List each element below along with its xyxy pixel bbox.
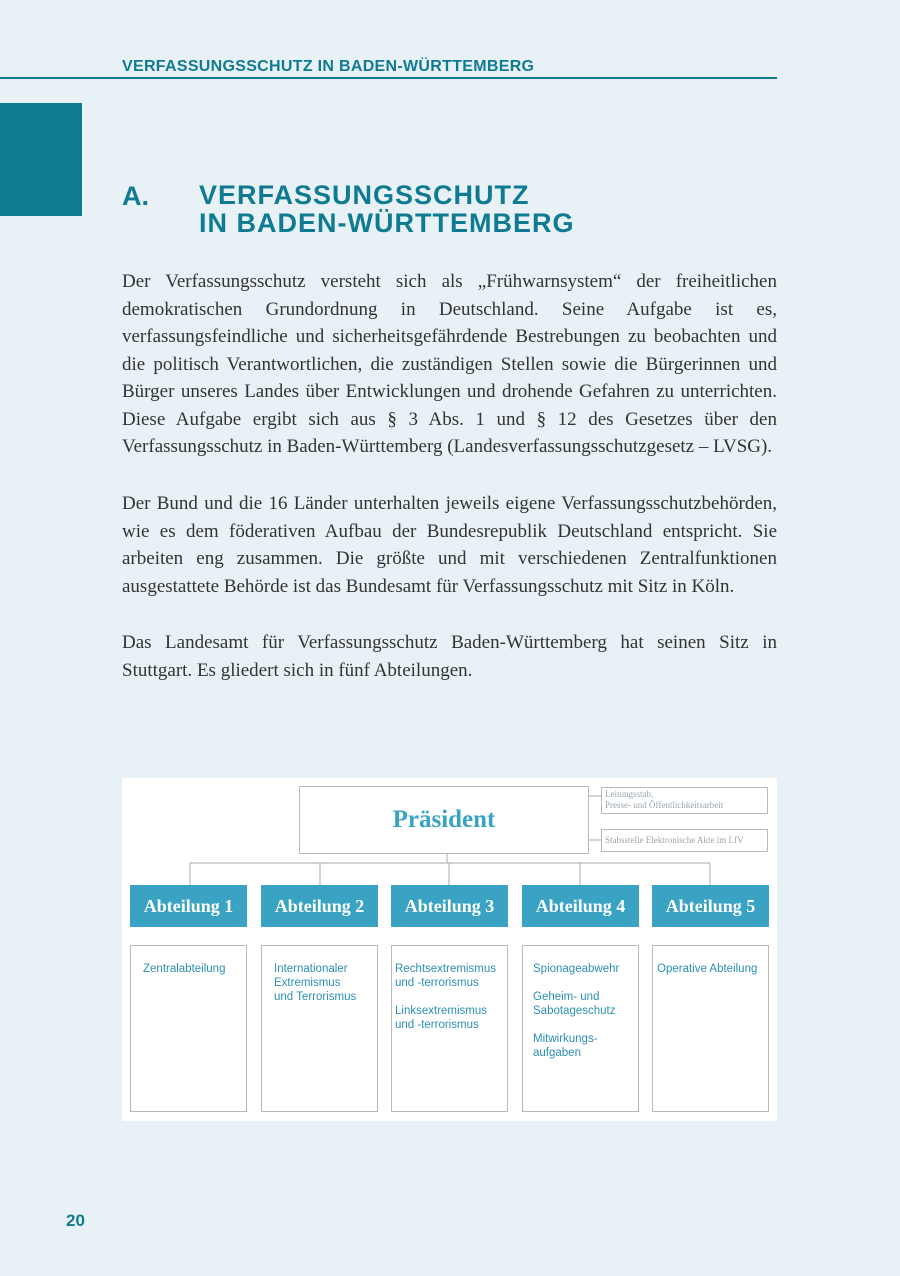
dept-3-spacer xyxy=(395,990,505,1004)
side-box-1-line-1: Leitungsstab, xyxy=(605,789,654,799)
paragraph-1: Der Verfassungsschutz versteht sich als „Frühwarnsystem“ der freiheitlichen demokratischen Grundordnung in Deutschland. Seine Aufgabe ist es, verfassungsfeindliche und sicherheitsgefährdende Bestrebungen zu beobachten und die politisch Verantwortlichen, die zuständigen Stellen sowie die Bürgerinnen und Bürger unseres Landes über Entwicklungen und drohende Gefahren zu unterrichten. Diese Aufgabe ergibt sich aus § 3 Abs. 1 und § 12 des Gesetzes über den Verfassungsschutz in Baden-Württemberg (Landesverfassungsschutzgesetz – LVSG). xyxy=(122,271,777,457)
department-3-header: Abteilung 3 xyxy=(391,885,508,927)
side-box-2-line-1: Stabsstelle Elektronische Akte im LfV xyxy=(605,835,744,845)
header-rule xyxy=(0,77,777,79)
dept-4-task: Spionageabwehr xyxy=(533,963,620,975)
chapter-title-line-1: VERFASSUNGSSCHUTZ xyxy=(199,180,530,210)
dept-2-task: Extremismus xyxy=(274,977,341,989)
department-1-tasks xyxy=(130,945,247,1112)
page-number: 20 xyxy=(66,1211,85,1230)
side-box-elektronische-akte xyxy=(601,829,768,852)
dept-4-task: aufgaben xyxy=(533,1047,581,1059)
dept-4-spacer xyxy=(533,1018,636,1032)
chapter-side-block xyxy=(0,103,82,216)
dept-4-spacer xyxy=(533,976,636,990)
department-5-tasks xyxy=(652,945,769,1112)
department-5-header: Abteilung 5 xyxy=(652,885,769,927)
dept-5-task: Operative Abteilung xyxy=(657,963,758,975)
chapter-title-line-2: IN BADEN-WÜRTTEMBERG xyxy=(199,208,575,238)
dept-4-task: Sabotageschutz xyxy=(533,1005,616,1017)
dept-2-task: Internationaler xyxy=(274,963,348,975)
side-box-1-line-2: Presse- und Öffentlichkeitsarbeit xyxy=(605,800,724,810)
chapter-letter: A. xyxy=(122,181,149,211)
department-2-header: Abteilung 2 xyxy=(261,885,378,927)
dept-3-task: Rechtsextremismus xyxy=(395,963,496,975)
dept-2-task: und Terrorismus xyxy=(274,991,357,1003)
dept-3-task: Linksextremismus xyxy=(395,1005,488,1017)
side-box-leitungsstab xyxy=(601,787,768,814)
dept-1-task: Zentralabteilung xyxy=(143,963,226,975)
department-1-header: Abteilung 1 xyxy=(130,885,247,927)
dept-4-task: Geheim- und xyxy=(533,991,600,1003)
running-header: VERFASSUNGSSCHUTZ IN BADEN-WÜRTTEMBERG xyxy=(122,58,535,75)
dept-4-task: Mitwirkungs- xyxy=(533,1033,598,1045)
department-2-tasks xyxy=(261,945,378,1112)
dept-3-task: und -terrorismus xyxy=(395,977,479,989)
department-4-header: Abteilung 4 xyxy=(522,885,639,927)
department-3-tasks xyxy=(391,945,508,1112)
department-4-tasks xyxy=(522,945,639,1112)
org-chart xyxy=(122,778,777,1121)
paragraph-3: Das Landesamt für Verfassungsschutz Baden-Württemberg hat seinen Sitz in Stuttgart. Es gliedert sich in fünf Abteilungen. xyxy=(122,632,777,681)
paragraph-2: Der Bund und die 16 Länder unterhalten jeweils eigene Verfassungsschutzbehörden, wie es dem föderativen Aufbau der Bundesrepublik Deutschland entspricht. Sie arbeiten eng zusammen. Die größte und mit verschiedenen Zentralfunktionen ausgestattete Behörde ist das Bundesamt für Verfassungsschutz mit Sitz in Köln. xyxy=(122,493,777,597)
chapter-title xyxy=(199,181,574,237)
president-box: Präsident xyxy=(299,786,589,854)
dept-3-task: und -terrorismus xyxy=(395,1019,479,1031)
